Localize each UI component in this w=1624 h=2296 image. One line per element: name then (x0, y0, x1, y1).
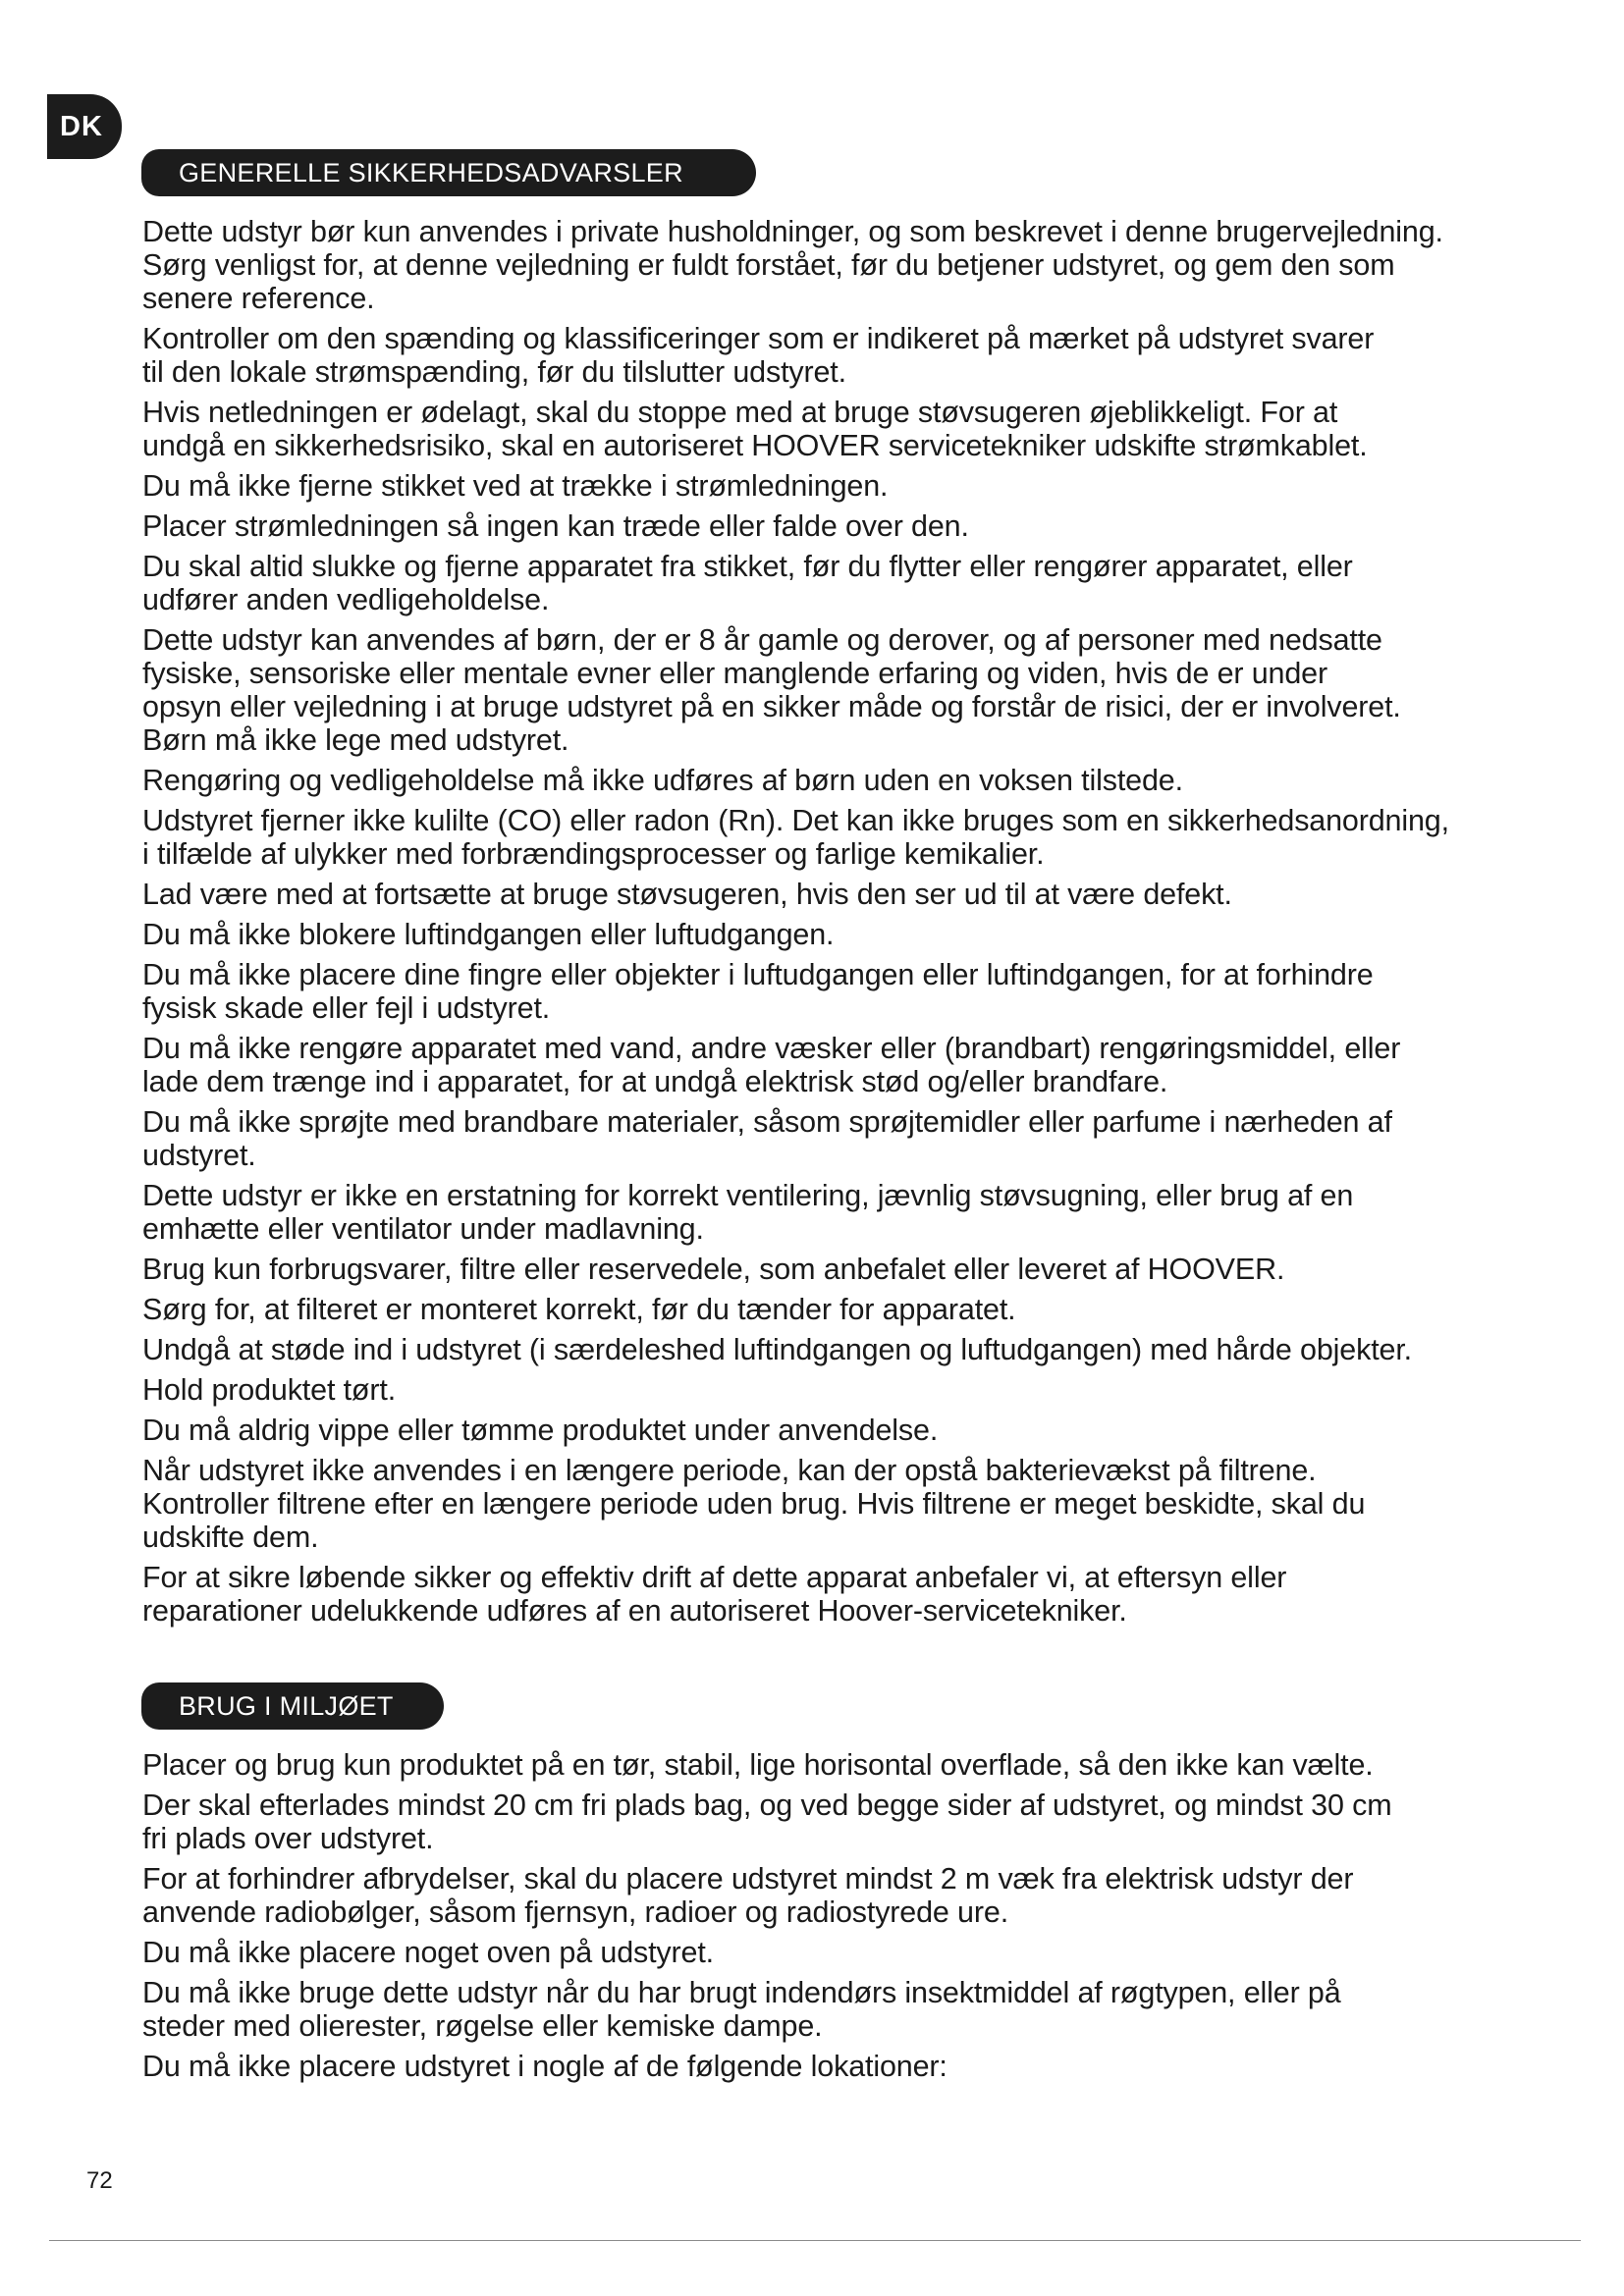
language-tab: DK (47, 94, 122, 159)
paragraph (142, 1862, 1576, 1929)
paragraph (142, 1179, 1576, 1246)
paragraph-line: udskifte dem. (142, 1521, 319, 1554)
paragraph (142, 804, 1576, 871)
section-body-safety (142, 215, 1576, 1634)
paragraph-line: Kontroller om den spænding og klassificeringer som er indikeret på mærket på udstyret svarer (142, 322, 1375, 355)
paragraph-line: anvende radiobølger, såsom fjernsyn, radioer og radiostyrede ure. (142, 1896, 1009, 1929)
paragraph (142, 1936, 1576, 1969)
paragraph-line: Børn må ikke lege med udstyret. (142, 723, 569, 757)
paragraph (142, 1414, 1576, 1447)
paragraph-line: udfører anden vedligeholdelse. (142, 583, 550, 616)
paragraph (142, 1373, 1576, 1407)
paragraph-line: Du må ikke placere dine fingre eller objekter i luftudgangen eller luftindgangen, for at forhindre (142, 958, 1374, 991)
paragraph-line: Du må ikke fjerne stikket ved at trække i strømledningen. (142, 469, 889, 503)
paragraph-line: Du skal altid slukke og fjerne apparatet fra stikket, før du flytter eller rengører apparatet, eller (142, 550, 1353, 583)
paragraph-line: Dette udstyr er ikke en erstatning for korrekt ventilering, jævnlig støvsugning, eller brug af en (142, 1179, 1354, 1212)
paragraph (142, 623, 1576, 757)
paragraph (142, 1333, 1576, 1366)
paragraph-line: steder med olierester, røgelse eller kemiske dampe. (142, 2009, 823, 2043)
paragraph-line: Placer strømledningen så ingen kan træde eller falde over den. (142, 509, 969, 543)
paragraph (142, 1253, 1576, 1286)
paragraph-line: Undgå at støde ind i udstyret (i særdeleshed luftindgangen og luftudgangen) med hårde objekter. (142, 1333, 1413, 1366)
paragraph-line: Udstyret fjerner ikke kulilte (CO) eller radon (Rn). Det kan ikke bruges som en sikkerhedsanordning, (142, 804, 1449, 837)
paragraph-line: Placer og brug kun produktet på en tør, stabil, lige horisontal overflade, så den ikke kan vælte. (142, 1748, 1374, 1782)
paragraph-line: lade dem trænge ind i apparatet, for at undgå elektrisk stød og/eller brandfare. (142, 1065, 1168, 1098)
paragraph (142, 878, 1576, 911)
paragraph-line: Hvis netledningen er ødelagt, skal du stoppe med at bruge støvsugeren øjeblikkeligt. For at (142, 396, 1338, 429)
paragraph (142, 2050, 1576, 2083)
paragraph-line: Du må ikke blokere luftindgangen eller luftudgangen. (142, 918, 835, 951)
paragraph-line: fysisk skade eller fejl i udstyret. (142, 991, 551, 1025)
paragraph-line: For at forhindrer afbrydelser, skal du placere udstyret mindst 2 m væk fra elektrisk udstyr der (142, 1862, 1354, 1896)
section-heading-safety: GENERELLE SIKKERHEDSADVARSLER (141, 149, 756, 196)
paragraph-line: Der skal efterlades mindst 20 cm fri plads bag, og ved begge sider af udstyret, og mindst 30 cm (142, 1789, 1392, 1822)
paragraph-line: Du må ikke rengøre apparatet med vand, andre væsker eller (brandbart) rengøringsmiddel, eller (142, 1032, 1401, 1065)
paragraph (142, 1032, 1576, 1098)
paragraph-line: senere reference. (142, 282, 375, 315)
paragraph (142, 958, 1576, 1025)
paragraph (142, 918, 1576, 951)
paragraph (142, 764, 1576, 797)
paragraph (142, 1789, 1576, 1855)
paragraph-line: Dette udstyr bør kun anvendes i private husholdninger, og som beskrevet i denne brugervejledning. (142, 215, 1443, 248)
page-number: 72 (86, 2167, 113, 2194)
paragraph-line: opsyn eller vejledning i at bruge udstyret på en sikker måde og forstår de risici, der er involveret. (142, 690, 1401, 723)
paragraph (142, 215, 1576, 315)
paragraph-line: i tilfælde af ulykker med forbrændingsprocesser og farlige kemikalier. (142, 837, 1045, 871)
paragraph-line: Du må aldrig vippe eller tømme produktet under anvendelse. (142, 1414, 939, 1447)
paragraph-line: Rengøring og vedligeholdelse må ikke udføres af børn uden en voksen tilstede. (142, 764, 1183, 797)
paragraph (142, 1293, 1576, 1326)
paragraph (142, 1105, 1576, 1172)
paragraph (142, 550, 1576, 616)
paragraph-line: fri plads over udstyret. (142, 1822, 434, 1855)
section-body-environment (142, 1748, 1576, 2090)
paragraph-line: til den lokale strømspænding, før du tilslutter udstyret. (142, 355, 846, 389)
paragraph (142, 1561, 1576, 1628)
paragraph-line: Brug kun forbrugsvarer, filtre eller reservedele, som anbefalet eller leveret af HOOVER. (142, 1253, 1285, 1286)
paragraph (142, 1454, 1576, 1554)
paragraph-line: fysiske, sensoriske eller mentale evner eller manglende erfaring og viden, hvis de er under (142, 657, 1327, 690)
paragraph-line: Du må ikke placere noget oven på udstyret. (142, 1936, 715, 1969)
paragraph-line: Du må ikke placere udstyret i nogle af de følgende lokationer: (142, 2050, 947, 2083)
paragraph (142, 509, 1576, 543)
paragraph-line: udstyret. (142, 1139, 256, 1172)
paragraph-line: Hold produktet tørt. (142, 1373, 397, 1407)
paragraph (142, 1748, 1576, 1782)
paragraph-line: For at sikre løbende sikker og effektiv drift af dette apparat anbefaler vi, at eftersyn eller (142, 1561, 1287, 1594)
paragraph-line: Når udstyret ikke anvendes i en længere periode, kan der opstå bakterievækst på filtrene. (142, 1454, 1317, 1487)
paragraph-line: reparationer udelukkende udføres af en autoriseret Hoover-servicetekniker. (142, 1594, 1127, 1628)
paragraph (142, 396, 1576, 462)
paragraph-line: Du må ikke bruge dette udstyr når du har brugt indendørs insektmiddel af røgtypen, eller på (142, 1976, 1341, 2009)
section-heading-environment: BRUG I MILJØET (141, 1682, 444, 1730)
paragraph (142, 469, 1576, 503)
paragraph-line: emhætte eller ventilator under madlavning. (142, 1212, 704, 1246)
paragraph-line: Du må ikke sprøjte med brandbare materialer, såsom sprøjtemidler eller parfume i nærheden af (142, 1105, 1392, 1139)
paragraph (142, 322, 1576, 389)
paragraph-line: Lad være med at fortsætte at bruge støvsugeren, hvis den ser ud til at være defekt. (142, 878, 1232, 911)
footer-divider (49, 2240, 1581, 2241)
paragraph-line: Sørg for, at filteret er monteret korrekt, før du tænder for apparatet. (142, 1293, 1016, 1326)
paragraph-line: Sørg venligst for, at denne vejledning er fuldt forstået, før du betjener udstyret, og gem den som (142, 248, 1395, 282)
paragraph-line: Dette udstyr kan anvendes af børn, der er 8 år gamle og derover, og af personer med nedsatte (142, 623, 1382, 657)
paragraph-line: Kontroller filtrene efter en længere periode uden brug. Hvis filtrene er meget beskidte, skal du (142, 1487, 1366, 1521)
paragraph-line: undgå en sikkerhedsrisiko, skal en autoriseret HOOVER servicetekniker udskifte strømkablet. (142, 429, 1368, 462)
paragraph (142, 1976, 1576, 2043)
